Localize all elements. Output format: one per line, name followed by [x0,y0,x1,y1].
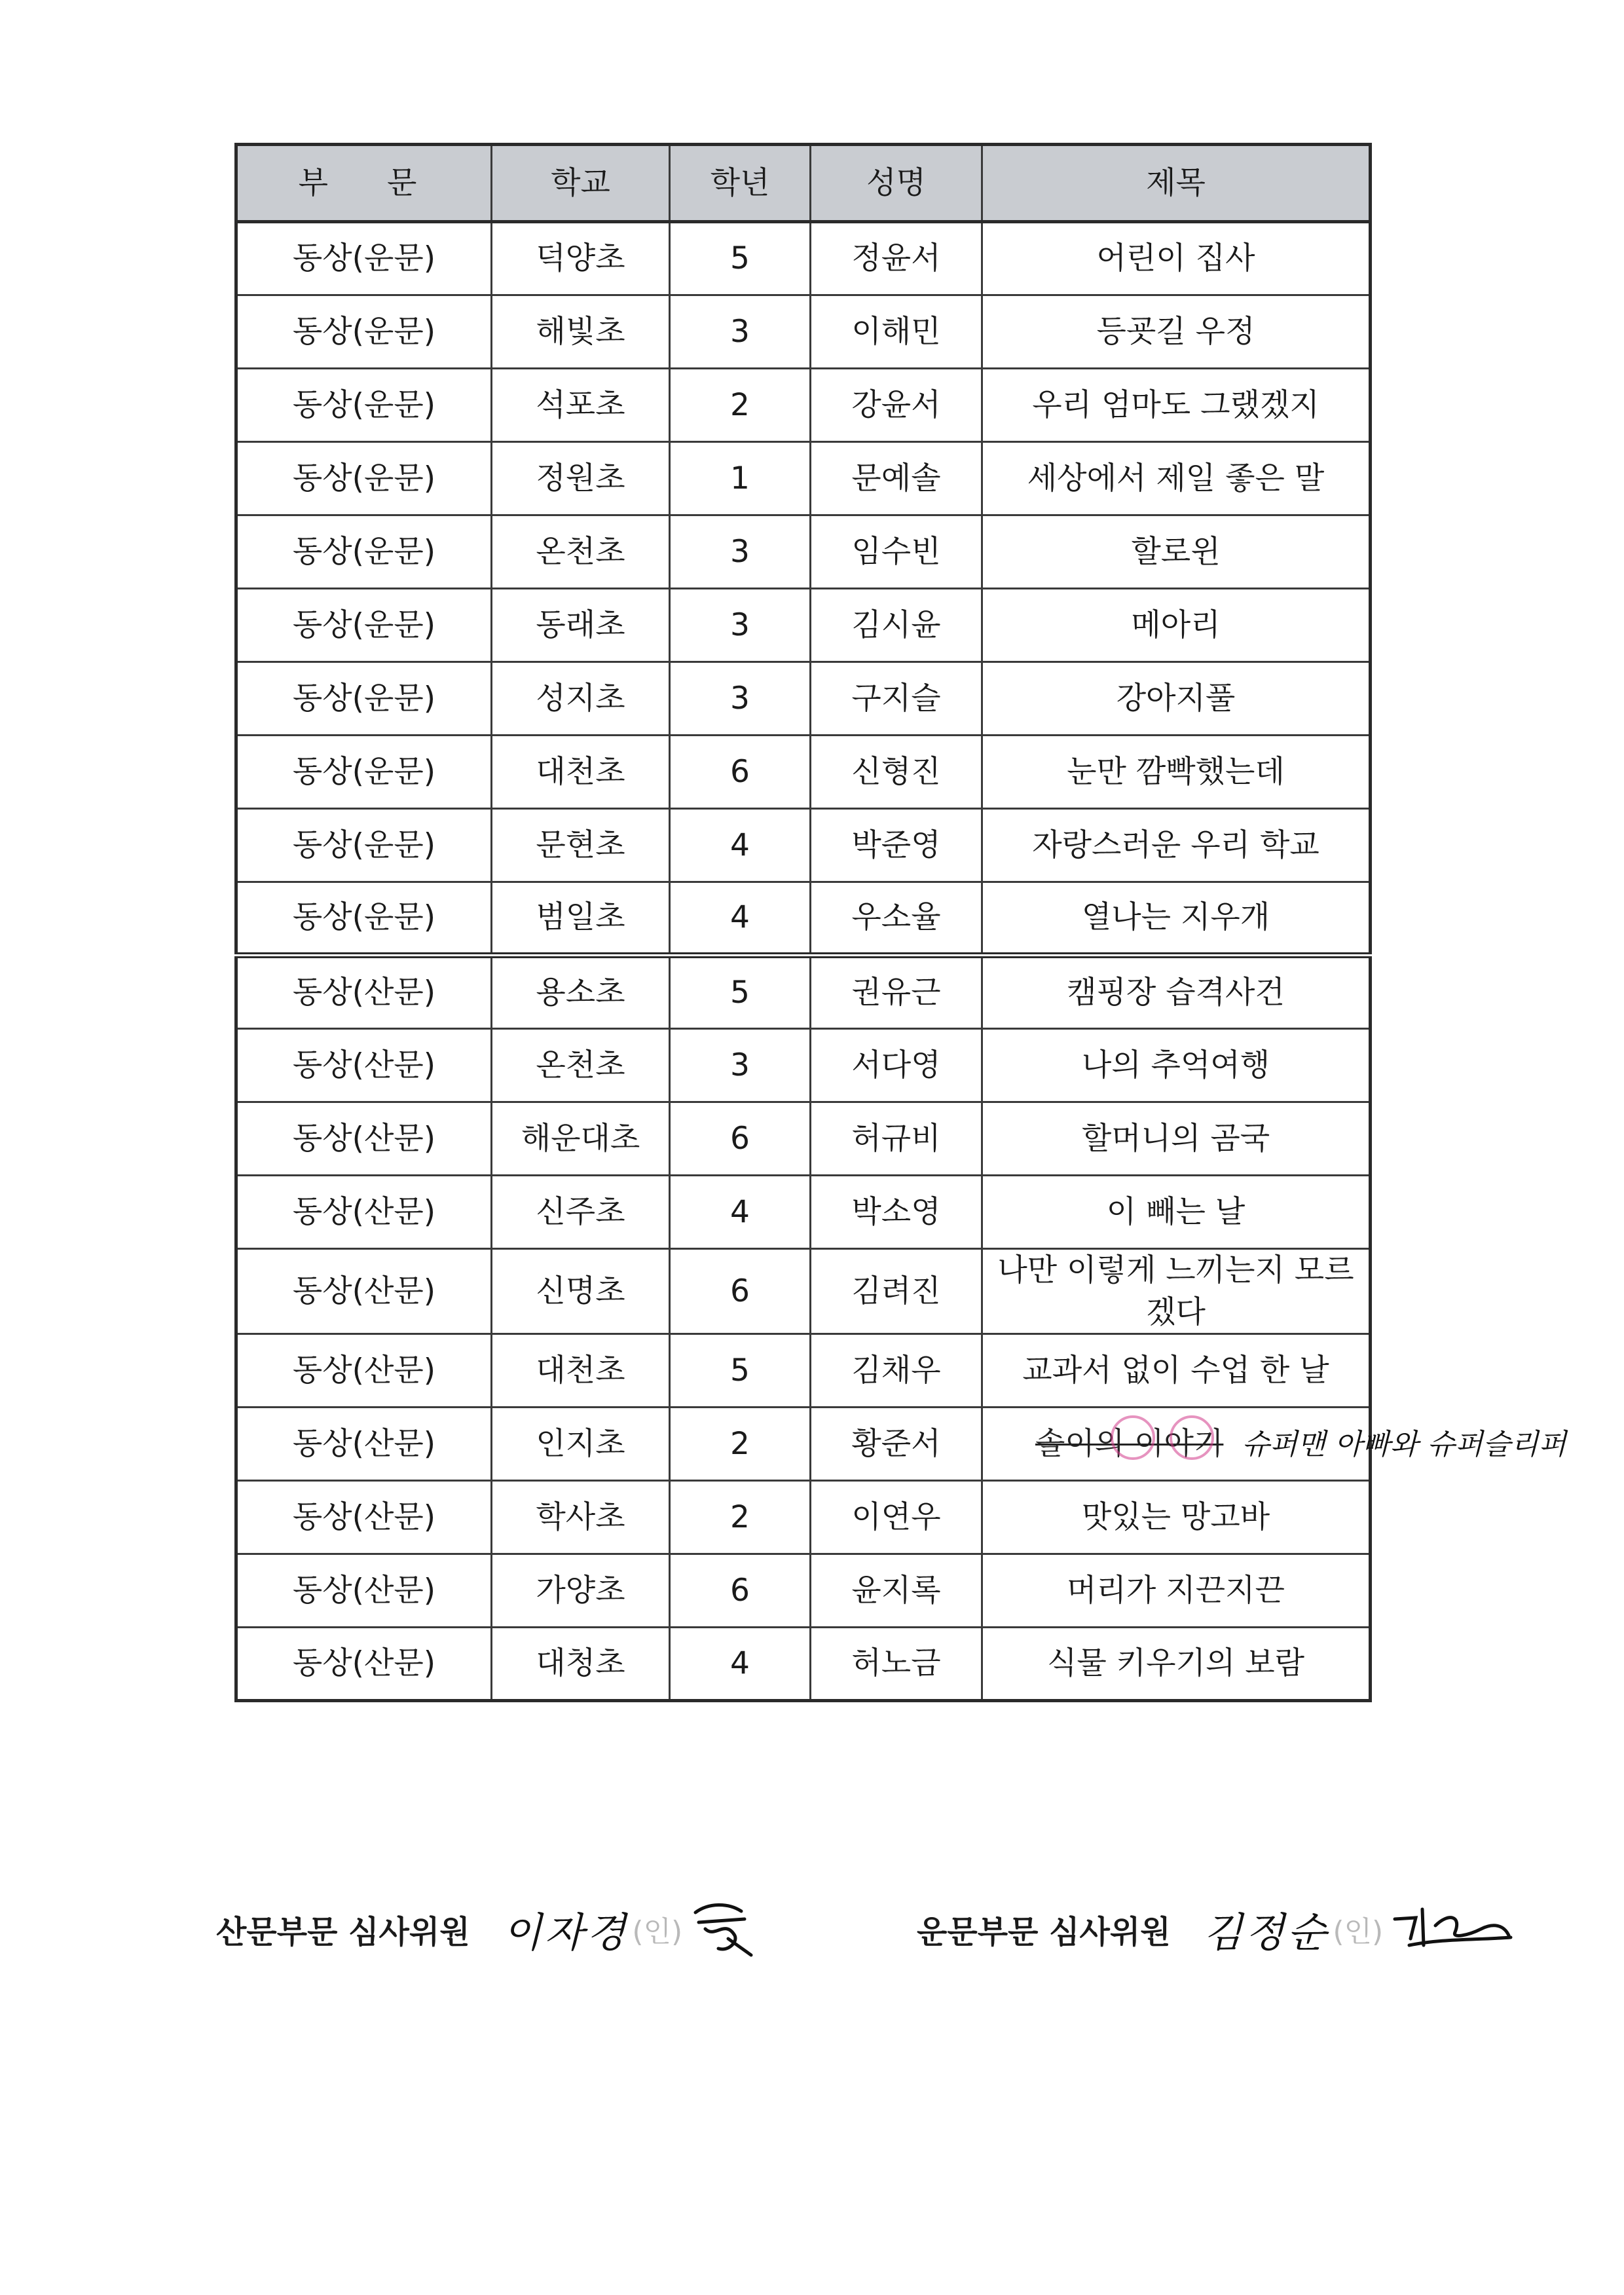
table-row [236,736,1371,809]
cell-division: 동상(산문) [236,1628,492,1701]
prose-judge-signature [216,1899,761,1958]
cell-title: 교과서 없이 수업 한 날 [982,1334,1371,1408]
cell-division: 동상(운문) [236,882,492,956]
cell-name: 구지슬 [811,662,982,736]
table-row [236,1029,1371,1102]
prose-judge-signature-scribble [689,1899,761,1958]
cell-school: 정원초 [492,442,670,515]
table-row [236,515,1371,589]
cell-title: 등굣길 우정 [982,295,1371,369]
table-row [236,295,1371,369]
header-name: 성명 [811,145,982,222]
cell-title: 맛있는 망고바 [982,1481,1371,1554]
cell-grade: 2 [670,369,811,442]
cell-division: 동상(운문) [236,662,492,736]
cell-name: 문예솔 [811,442,982,515]
cell-title: 할로윈 [982,515,1371,589]
cell-division: 동상(산문) [236,1029,492,1102]
cell-division: 동상(운문) [236,369,492,442]
cell-grade: 6 [670,736,811,809]
cell-name: 허노금 [811,1628,982,1701]
cell-title: 나의 추억여행 [982,1029,1371,1102]
cell-title: 어린이 집사 [982,222,1371,295]
award-table [234,143,1566,1702]
cell-grade: 3 [670,662,811,736]
cell-name: 강윤서 [811,369,982,442]
cell-division: 동상(운문) [236,515,492,589]
cell-division: 동상(산문) [236,1102,492,1176]
cell-grade: 6 [670,1554,811,1628]
cell-title: 머리가 지끈지끈 [982,1554,1371,1628]
table-row [236,1176,1371,1249]
cell-grade: 5 [670,222,811,295]
cell-name: 윤지록 [811,1554,982,1628]
prose-judge-seal: (인) [632,1915,683,1949]
cell-school: 덕양초 [492,222,670,295]
cell-school: 온천초 [492,1029,670,1102]
cell-school: 해운대초 [492,1102,670,1176]
cell-name: 김시윤 [811,589,982,662]
cell-title: 할머니의 곰국 [982,1102,1371,1176]
table-row [236,956,1371,1029]
verse-judge-signature [917,1899,1514,1958]
table-row [236,1408,1371,1481]
table-row [236,1334,1371,1408]
cell-division: 동상(운문) [236,589,492,662]
cell-title: 메아리 [982,589,1371,662]
cell-name: 허규비 [811,1102,982,1176]
header-title: 제목 [982,145,1371,222]
cell-division: 동상(운문) [236,442,492,515]
table-row [236,1102,1371,1176]
cell-name: 김려진 [811,1249,982,1334]
prose-judge-name: 이자경 [502,1908,629,1956]
table-row [236,1481,1371,1554]
cell-grade: 5 [670,956,811,1029]
cell-grade: 2 [670,1481,811,1554]
header-school: 학교 [492,145,670,222]
cell-grade: 2 [670,1408,811,1481]
cell-school: 대천초 [492,1334,670,1408]
table-row [236,589,1371,662]
cell-name: 박준영 [811,809,982,882]
cell-school: 용소초 [492,956,670,1029]
table-row [236,1249,1371,1334]
cell-grade: 6 [670,1249,811,1334]
cell-grade: 5 [670,1334,811,1408]
cell-school: 대천초 [492,736,670,809]
cell-name: 서다영 [811,1029,982,1102]
cell-grade: 3 [670,589,811,662]
cell-school: 해빛초 [492,295,670,369]
cell-grade: 3 [670,295,811,369]
prose-judge-label: 산문부문 심사위원 [216,1913,470,1950]
verse-judge-seal: (인) [1333,1915,1384,1949]
table-row [236,882,1371,956]
cell-title: 강아지풀 [982,662,1371,736]
verse-judge-name: 김정순 [1203,1908,1329,1956]
cell-title: 이 빼는 날 [982,1176,1371,1249]
table-row [236,1554,1371,1628]
cell-grade: 4 [670,809,811,882]
cell-grade: 6 [670,1102,811,1176]
correction-seal-mark [1170,1415,1214,1460]
cell-school: 신명초 [492,1249,670,1334]
cell-division: 동상(운문) [236,222,492,295]
cell-title [982,1408,1566,1481]
table-row [236,442,1371,515]
cell-title: 식물 키우기의 보람 [982,1628,1371,1701]
cell-school: 신주초 [492,1176,670,1249]
cell-division: 동상(산문) [236,1176,492,1249]
cell-title: 세상에서 제일 좋은 말 [982,442,1371,515]
cell-division: 동상(산문) [236,1554,492,1628]
cell-school: 가양초 [492,1554,670,1628]
cell-division: 동상(운문) [236,736,492,809]
cell-division: 동상(산문) [236,1481,492,1554]
cell-division: 동상(산문) [236,1408,492,1481]
cell-school: 인지초 [492,1408,670,1481]
cell-division: 동상(산문) [236,1334,492,1408]
cell-division: 동상(운문) [236,809,492,882]
cell-name: 정윤서 [811,222,982,295]
cell-title: 눈만 깜빡했는데 [982,736,1371,809]
cell-division: 동상(운문) [236,295,492,369]
verse-judge-signature-scribble [1390,1899,1514,1958]
cell-name: 황준서 [811,1408,982,1481]
cell-title: 우리 엄마도 그랬겠지 [982,369,1371,442]
cell-name: 이해민 [811,295,982,369]
cell-school: 동래초 [492,589,670,662]
cell-name: 김채우 [811,1334,982,1408]
title-correction [1035,1423,1566,1465]
cell-school: 학사초 [492,1481,670,1554]
cell-division: 동상(산문) [236,1249,492,1334]
table-row [236,662,1371,736]
cell-school: 온천초 [492,515,670,589]
cell-school: 성지초 [492,662,670,736]
cell-title: 나만 이렇게 느끼는지 모르겠다 [982,1249,1371,1334]
verse-judge-label: 운문부문 심사위원 [917,1913,1171,1950]
cell-name: 박소영 [811,1176,982,1249]
header-division: 부 문 [236,145,492,222]
cell-title: 열나는 지우개 [982,882,1371,956]
table-header-row [236,145,1371,222]
table-row [236,369,1371,442]
table-row [236,809,1371,882]
cell-school: 석포초 [492,369,670,442]
header-grade: 학년 [670,145,811,222]
cell-grade: 4 [670,1628,811,1701]
cell-name: 우소율 [811,882,982,956]
handwritten-new-title: 슈퍼맨 아빠와 슈퍼슬리퍼 [1242,1427,1566,1461]
cell-grade: 4 [670,882,811,956]
cell-school: 대청초 [492,1628,670,1701]
cell-school: 범일초 [492,882,670,956]
cell-name: 권유근 [811,956,982,1029]
cell-title: 캠핑장 습격사건 [982,956,1371,1029]
table-row [236,222,1371,295]
cell-grade: 3 [670,1029,811,1102]
cell-title: 자랑스러운 우리 학교 [982,809,1371,882]
correction-seal-mark [1111,1415,1155,1460]
table-body [236,222,1566,1701]
cell-name: 임수빈 [811,515,982,589]
cell-name: 신형진 [811,736,982,809]
cell-division: 동상(산문) [236,956,492,1029]
struck-title: 솔이의 이야기 [1035,1425,1224,1462]
cell-name: 이연우 [811,1481,982,1554]
cell-grade: 4 [670,1176,811,1249]
cell-grade: 3 [670,515,811,589]
cell-grade: 1 [670,442,811,515]
table-row [236,1628,1371,1701]
cell-school: 문현초 [492,809,670,882]
